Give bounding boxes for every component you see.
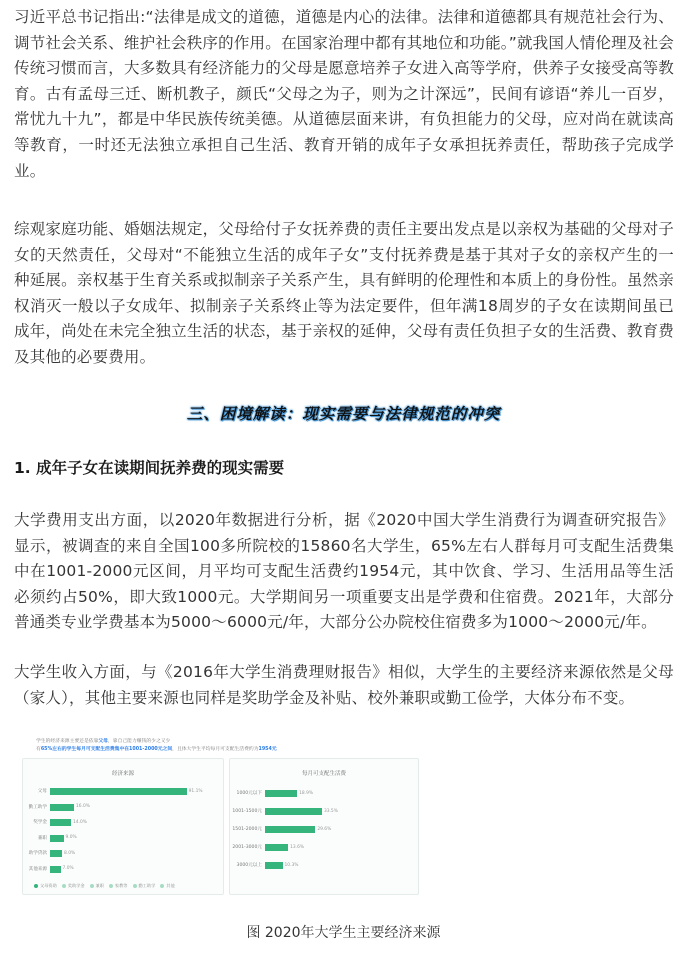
bar-row: [230, 807, 418, 816]
legend-label: 父母资助: [40, 883, 57, 888]
chart-title: 经济来源: [111, 771, 134, 777]
chart-economic-sources: [22, 758, 224, 895]
legend-label: 其他: [166, 883, 175, 888]
bar-value-label: 14.0%: [73, 819, 87, 825]
bar-row: [23, 865, 223, 874]
legend-label: 家教等: [114, 883, 128, 888]
figure-caption: 图 2020年大学生主要经济来源: [246, 925, 441, 941]
subheading: 1. 成年子女在读期间抚养费的现实需要: [14, 459, 285, 477]
chart-monthly-allowance: [229, 758, 419, 895]
bar: [50, 819, 71, 826]
legend-swatch: [133, 884, 137, 888]
bar: [265, 862, 283, 869]
bar-value-label: 33.5%: [323, 808, 338, 814]
paragraph-income: 大学生收入方面，与《2016年大学生消费理财报告》相似，大学生的主要经济来源依然是父母（家人），其他主要来源也同样是奖助学金及补贴、校外兼职或勤工俭学，大体分布不变。: [14, 663, 674, 707]
figure-economic-sources: [14, 733, 424, 903]
chart-legend: [29, 883, 175, 889]
bar-value-label: 8.0%: [64, 850, 76, 856]
bar-row: [23, 803, 223, 812]
bar-row: [23, 849, 223, 858]
section-heading: 三、困境解读：现实需要与法律规范的冲突: [186, 405, 501, 423]
legend-label: 奖助学金: [67, 883, 85, 888]
bar-row: [230, 861, 418, 870]
legend-swatch: [62, 884, 66, 888]
bar: [50, 850, 62, 857]
bar-category-label: 勤工助学: [28, 804, 47, 810]
bar-category-label: 1001-1500元: [232, 809, 262, 814]
bar-value-label: 16.0%: [76, 804, 90, 809]
bar-row: [23, 818, 223, 827]
bar-value-label: 9.0%: [65, 835, 77, 840]
bar-value-label: 91.1%: [188, 788, 203, 794]
bar-row: [23, 787, 223, 796]
bar: [50, 804, 74, 811]
bar-category-label: 1501-2000元: [232, 827, 262, 832]
bar-value-label: 10.3%: [284, 862, 299, 868]
bar: [50, 835, 64, 842]
bar-category-label: 3000元以上: [236, 863, 262, 868]
legend-label: 勤工助学: [138, 883, 156, 888]
bar-value-label: 18.9%: [299, 790, 314, 796]
bar: [265, 826, 315, 833]
bar-value-label: 29.6%: [317, 826, 332, 832]
bar-row: [230, 825, 418, 834]
bar: [265, 808, 322, 815]
bar: [265, 844, 288, 851]
bar-category-label: 奖学金: [33, 820, 47, 825]
paragraph-expenses: 大学费用支出方面，以2020年数据进行分析，据《2020中国大学生消费行为调查研究报告》显示，被调查的来自全国100多所院校的15860名大学生，65%左右人群每月可支配生活费集中在1001-2000元区间，月平均可支配生活费约1954元，其中饮食、学习、生活用品等生活必须约占50%，即大致1000元。大学期间另一项重要支出是学费和住宿费。2021年，大部分普通类专业学费基本为5000～6000元/年，大部分公办院校住宿费多为1000～2000元/年。: [14, 511, 674, 632]
bar: [265, 790, 297, 797]
legend-swatch: [90, 884, 94, 888]
bar: [50, 788, 187, 795]
legend-swatch: [160, 884, 164, 888]
legend-swatch: [109, 884, 113, 888]
figure-intro-line1: 学生的经济来源主要还是依靠父母，靠自己能力赚钱的少之又少: [36, 739, 171, 744]
bar-category-label: 1000元以下: [236, 791, 262, 796]
bar-category-label: 其他来源: [28, 866, 47, 872]
legend-label: 兼职: [95, 883, 104, 888]
bar-value-label: 7.0%: [62, 866, 74, 871]
bar-category-label: 兼职: [37, 835, 47, 841]
bar-value-label: 13.6%: [290, 844, 305, 850]
bar-category-label: 2001-3000元: [232, 845, 262, 850]
bar: [50, 866, 61, 873]
bar-row: [230, 843, 418, 852]
bar-category-label: 父母: [37, 789, 47, 794]
bar-row: [230, 789, 418, 798]
bar-category-label: 助学贷款: [28, 851, 47, 856]
bar-row: [23, 834, 223, 843]
chart-title: 每月可支配生活费: [301, 771, 346, 777]
figure-intro-line2: 有65%左右的学生每月可支配生活费集中在1001-2000元之间，且体大学生平均每月可支配生活费约为1954元: [36, 747, 277, 752]
legend-swatch: [34, 884, 38, 888]
paragraph-moral-obligation: 习近平总书记指出:“法律是成文的道德，道德是内心的法律。法律和道德都具有规范社会行为、调节社会关系、维护社会秩序的作用。在国家治理中都有其地位和功能。”就我国人情伦理及社会传统习惯而言，大多数具有经济能力的父母是愿意培养子女进入高等学府，供养子女接受高等教育。古有孟母三迁、断机教子，颜氏“父母之为子，则为之计深远”，民间有谚语“养儿一百岁，常忧九十九”，都是中华民族传统美德。从道德层面来讲，有负担能力的父母，应对尚在就读高等教育，一时还无法独立承担自己生活、教育开销的成年子女承担抚养责任，帮助孩子完成学业。: [14, 8, 674, 180]
paragraph-parental-rights: 综观家庭功能、婚姻法规定，父母给付子女抚养费的责任主要出发点是以亲权为基础的父母对子女的天然责任，父母对“不能独立生活的成年子女”支付抚养费是基于其对子女的亲权产生的一种延展。亲权基于生育关系或拟制亲子关系产生，具有鲜明的伦理性和本质上的身份性。虽然亲权消灭一般以子女成年、拟制亲子关系终止等为法定要件，但年满18周岁的子女在读期间虽已成年，尚处在未完全独立生活的状态，基于亲权的延伸，父母有责任负担子女的生活费、教育费及其他的必要费用。: [14, 220, 674, 366]
